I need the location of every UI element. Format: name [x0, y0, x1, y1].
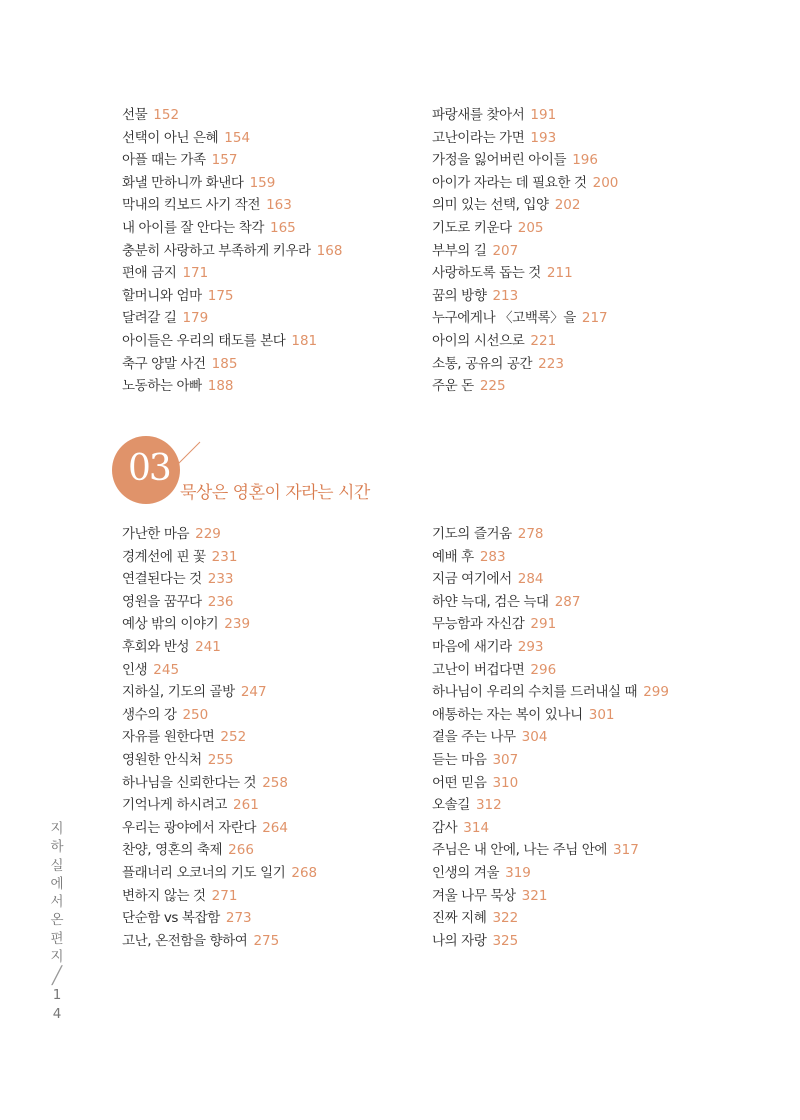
toc-entry-page: 185	[211, 355, 238, 372]
toc-entry-title: 마음에 새기라	[432, 638, 512, 655]
toc-entry	[432, 681, 669, 704]
toc-entry-title: 노동하는 아빠	[122, 378, 202, 395]
toc-entry-page: 163	[266, 197, 292, 214]
toc-entry-page: 196	[572, 152, 598, 169]
toc-entry-page: 321	[521, 887, 548, 904]
toc-entry-page: 154	[224, 129, 251, 146]
toc-entry-title: 인생	[122, 661, 148, 678]
toc-entry-title: 주님은 내 안에, 나는 주님 안에	[432, 842, 608, 859]
toc-entry-page: 188	[207, 378, 234, 395]
toc-entry-title: 경계선에 핀 꽃	[122, 548, 206, 565]
toc-entry	[122, 613, 317, 636]
running-footer	[48, 820, 66, 1023]
toc-entry-page: 239	[224, 616, 251, 633]
toc-entry-page: 296	[530, 661, 557, 678]
vertical-char: 4	[52, 1005, 62, 1022]
toc-entry-title: 아이가 자라는 데 필요한 것	[432, 174, 587, 191]
toc-entry-title: 하얀 늑대, 검은 늑대	[432, 593, 549, 610]
toc-entry-page: 223	[538, 355, 564, 372]
toc-entry	[122, 681, 317, 704]
toc-entry	[432, 149, 618, 172]
vertical-char: 서	[50, 894, 64, 911]
toc-entry-page: 271	[211, 887, 238, 904]
toc-entry	[122, 749, 317, 772]
toc-entry-title: 하나님을 신뢰한다는 것	[122, 774, 257, 791]
toc-entry	[432, 217, 618, 240]
toc-entry-title: 아이들은 우리의 태도를 본다	[122, 332, 286, 349]
toc-entry-title: 주운 돈	[432, 378, 474, 395]
toc-entry-title: 의미 있는 선택, 입양	[432, 197, 549, 214]
toc-top-right	[432, 104, 618, 398]
toc-entry	[432, 862, 669, 885]
toc-entry	[432, 817, 669, 840]
toc-entry-title: 선택이 아닌 은혜	[122, 129, 219, 146]
toc-entry-title: 지하실, 기도의 골방	[122, 684, 235, 701]
toc-entry-page: 310	[492, 774, 519, 791]
toc-entry-title: 누구에게나 〈고백록〉을	[432, 310, 576, 327]
toc-entry-title: 생수의 강	[122, 706, 177, 723]
toc-entry-title: 기도의 즐거움	[432, 526, 512, 542]
toc-entry	[122, 772, 317, 795]
toc-entry-page: 307	[492, 751, 519, 768]
toc-entry-title: 영원한 안식처	[122, 751, 202, 768]
toc-entry	[432, 839, 669, 862]
toc-entry-page: 312	[475, 797, 502, 814]
toc-entry-page: 202	[554, 197, 581, 214]
toc-entry-title: 할머니와 엄마	[122, 287, 202, 304]
toc-entry	[122, 194, 342, 217]
toc-entry-title: 감사	[432, 819, 458, 836]
toc-entry	[432, 127, 618, 150]
toc-entry-page: 301	[588, 706, 615, 723]
toc-entry-title: 예상 밖의 이야기	[122, 616, 219, 633]
toc-entry	[122, 930, 317, 953]
page-number	[48, 986, 66, 1023]
vertical-char: 편	[50, 930, 64, 947]
toc-entry-page: 211	[546, 265, 573, 282]
toc-entry-title: 우리는 광야에서 자란다	[122, 819, 257, 836]
toc-entry	[432, 307, 618, 330]
vertical-char: 실	[50, 857, 64, 874]
toc-entry	[122, 568, 317, 591]
toc-entry-title: 영원을 꿈꾸다	[122, 593, 202, 610]
toc-entry-title: 진짜 지혜	[432, 910, 487, 927]
toc-entry-title: 고난, 온전함을 향하여	[122, 932, 248, 949]
toc-entry	[432, 194, 618, 217]
toc-entry-title: 축구 양말 사건	[122, 355, 206, 372]
toc-entry-page: 275	[253, 932, 280, 949]
toc-entry	[432, 568, 669, 591]
toc-entry	[432, 546, 669, 569]
toc-entry-page: 181	[291, 332, 318, 349]
toc-entry	[432, 636, 669, 659]
toc-entry	[432, 749, 669, 772]
toc-entry	[432, 613, 669, 636]
toc-entry-title: 듣는 마음	[432, 751, 487, 768]
toc-entry-page: 268	[291, 864, 318, 881]
toc-entry-page: 175	[207, 287, 234, 304]
vertical-char: 에	[50, 875, 64, 892]
toc-entry-page: 255	[207, 751, 234, 768]
toc-entry-page: 247	[240, 684, 267, 701]
toc-entry-title: 기도로 키운다	[432, 219, 512, 236]
section-number: 03	[128, 448, 170, 489]
toc-entry-page: 287	[554, 593, 581, 610]
toc-entry-title: 플래너리 오코너의 기도 일기	[122, 864, 286, 881]
toc-entry-page: 225	[479, 378, 506, 395]
toc-entry-page: 245	[153, 661, 180, 678]
toc-entry-page: 325	[492, 932, 519, 949]
toc-entry-page: 241	[195, 638, 221, 655]
toc-top-left	[122, 104, 342, 398]
toc-entry	[122, 330, 342, 353]
toc-entry-title: 후회와 반성	[122, 638, 190, 655]
toc-entry	[432, 930, 669, 953]
toc-entry	[122, 636, 317, 659]
toc-entry	[122, 104, 342, 127]
toc-entry-page: 299	[643, 684, 669, 701]
toc-entry-page: 283	[479, 548, 506, 565]
toc-entry	[122, 307, 342, 330]
toc-entry-title: 사랑하도록 돕는 것	[432, 265, 541, 282]
toc-entry-page: 233	[207, 571, 234, 588]
toc-entry	[122, 794, 317, 817]
toc-entry	[122, 546, 317, 569]
toc-entry	[122, 885, 317, 908]
toc-entry	[122, 172, 342, 195]
toc-entry-title: 막내의 킥보드 사기 작전	[122, 197, 261, 214]
toc-entry-title: 아이의 시선으로	[432, 332, 525, 349]
toc-entry	[432, 907, 669, 930]
vertical-char: 온	[50, 912, 64, 929]
toc-entry-page: 273	[225, 910, 252, 927]
vertical-char: 지	[50, 821, 64, 837]
toc-entry-page: 179	[182, 310, 209, 327]
toc-entry-page: 291	[530, 616, 557, 633]
toc-entry	[122, 704, 317, 727]
toc-entry	[432, 285, 618, 308]
toc-entry-title: 변하지 않는 것	[122, 887, 206, 904]
toc-entry-title: 단순함 vs 복잡함	[122, 910, 220, 927]
toc-entry	[432, 240, 618, 263]
toc-entry-title: 연결된다는 것	[122, 571, 202, 588]
toc-entry-page: 205	[517, 219, 544, 236]
toc-entry-title: 하나님이 우리의 수치를 드러내실 때	[432, 684, 638, 701]
toc-entry	[122, 375, 342, 398]
toc-entry-page: 284	[517, 571, 544, 588]
toc-entry-page: 250	[182, 706, 209, 723]
toc-entry-title: 예배 후	[432, 548, 474, 565]
toc-entry-page: 191	[530, 107, 557, 123]
toc-entry-title: 편애 금지	[122, 265, 177, 282]
section-title: 묵상은 영혼이 자라는 시간	[180, 483, 370, 503]
toc-entry-title: 충분히 사랑하고 부족하게 키우라	[122, 242, 311, 259]
toc-entry-title: 겨울 나무 묵상	[432, 887, 516, 904]
toc-entry-page: 217	[581, 310, 608, 327]
toc-entry-title: 아플 때는 가족	[122, 152, 206, 169]
toc-entry	[432, 885, 669, 908]
toc-entry-page: 317	[613, 842, 639, 859]
toc-entry	[432, 330, 618, 353]
toc-entry-title: 무능함과 자신감	[432, 616, 525, 633]
toc-entry-title: 나의 자랑	[432, 932, 487, 949]
toc-entry	[432, 726, 669, 749]
toc-entry-page: 261	[233, 797, 259, 814]
toc-entry-page: 157	[211, 152, 238, 169]
toc-entry	[122, 262, 342, 285]
toc-entry	[122, 240, 342, 263]
toc-entry-title: 기억나게 하시려고	[122, 797, 228, 814]
toc-entry-title: 내 아이를 잘 안다는 착각	[122, 219, 264, 236]
toc-entry-page: 221	[530, 332, 557, 349]
toc-entry-page: 252	[220, 729, 247, 746]
toc-entry	[122, 659, 317, 682]
toc-entry-title: 어떤 믿음	[432, 774, 487, 791]
toc-entry-page: 304	[521, 729, 548, 746]
toc-entry	[122, 817, 317, 840]
toc-entry-page: 322	[492, 910, 519, 927]
toc-entry-title: 소통, 공유의 공간	[432, 355, 533, 372]
toc-entry-title: 고난이라는 가면	[432, 129, 525, 146]
toc-entry-title: 곁을 주는 나무	[432, 729, 516, 746]
toc-entry-title: 화낼 만하니까 화낸다	[122, 174, 244, 191]
toc-entry-title: 가난한 마음	[122, 526, 190, 542]
toc-entry-page: 207	[492, 242, 519, 259]
toc-entry-title: 인생의 겨울	[432, 864, 500, 881]
toc-entry	[432, 794, 669, 817]
toc-entry-page: 193	[530, 129, 557, 146]
toc-entry-title: 자유를 원한다면	[122, 729, 215, 746]
toc-entry-title: 고난이 버겁다면	[432, 661, 525, 678]
toc-entry-page: 168	[316, 242, 343, 259]
toc-entry-title: 애통하는 자는 복이 있나니	[432, 706, 583, 723]
section-header	[112, 436, 412, 516]
vertical-char: 하	[50, 839, 64, 856]
toc-entry-page: 278	[517, 526, 544, 542]
toc-entry-page: 213	[492, 287, 519, 304]
toc-entry	[432, 659, 669, 682]
toc-entry	[122, 726, 317, 749]
toc-entry	[122, 839, 317, 862]
toc-bottom-left	[122, 523, 317, 952]
toc-entry	[432, 704, 669, 727]
toc-entry-title: 선물	[122, 107, 148, 123]
toc-entry-page: 266	[228, 842, 254, 859]
toc-entry-page: 171	[182, 265, 209, 282]
toc-entry	[122, 523, 317, 546]
footer-divider: ╱	[51, 966, 63, 987]
toc-entry	[432, 262, 618, 285]
book-title	[48, 820, 66, 966]
toc-entry-page: 231	[211, 548, 238, 565]
toc-entry-title: 꿈의 방향	[432, 287, 487, 304]
toc-entry-page: 258	[262, 774, 288, 791]
toc-entry-page: 314	[463, 819, 490, 836]
toc-entry	[432, 104, 618, 127]
toc-bottom-right	[432, 523, 669, 952]
toc-entry-title: 오솔길	[432, 797, 470, 814]
toc-entry	[122, 217, 342, 240]
toc-entry	[432, 591, 669, 614]
toc-entry	[122, 591, 317, 614]
toc-entry	[122, 353, 342, 376]
toc-entry-title: 부부의 길	[432, 242, 487, 259]
toc-entry-title: 지금 여기에서	[432, 571, 512, 588]
toc-entry-page: 236	[207, 593, 234, 610]
toc-entry	[432, 353, 618, 376]
toc-entry-page: 159	[249, 174, 276, 191]
toc-entry	[122, 862, 317, 885]
toc-entry-title: 파랑새를 찾아서	[432, 107, 525, 123]
toc-entry-page: 264	[262, 819, 288, 836]
toc-entry-page: 200	[592, 174, 619, 191]
toc-entry-title: 가정을 잃어버린 아이들	[432, 152, 567, 169]
toc-entry-page: 165	[269, 219, 296, 236]
toc-entry-page: 229	[195, 526, 221, 542]
toc-entry-page: 152	[153, 107, 180, 123]
toc-entry	[432, 772, 669, 795]
toc-entry	[122, 907, 317, 930]
toc-entry	[432, 523, 669, 546]
toc-entry	[432, 172, 618, 195]
toc-entry-title: 찬양, 영혼의 축제	[122, 842, 223, 859]
vertical-char: 지	[50, 949, 64, 966]
toc-entry	[122, 127, 342, 150]
toc-entry-title: 달려갈 길	[122, 310, 177, 327]
toc-entry-page: 293	[517, 638, 544, 655]
toc-entry	[122, 149, 342, 172]
toc-entry	[432, 375, 618, 398]
vertical-char: 1	[52, 987, 62, 1004]
toc-entry-page: 319	[505, 864, 531, 881]
toc-entry	[122, 285, 342, 308]
